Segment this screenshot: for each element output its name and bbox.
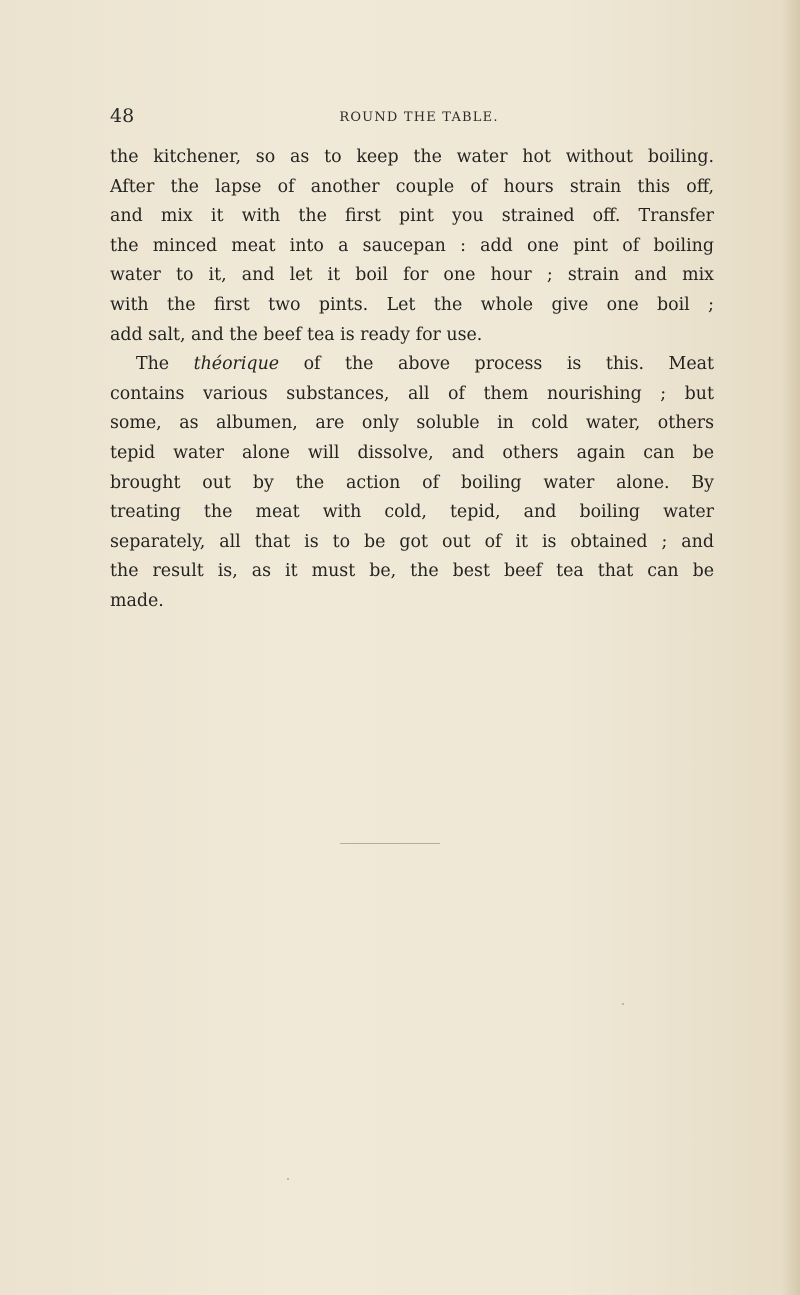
text-line-8 <box>110 350 714 380</box>
body-text <box>110 143 714 617</box>
text-line-4: the minced meat into a saucepan : add one pint of boiling <box>110 235 714 256</box>
text-line-2: After the lapse of another couple of hours strain this off, <box>110 176 714 197</box>
text-line-12: brought out by the action of boiling water alone. By <box>110 472 714 493</box>
text-line-14: separately, all that is to be got out of it is obtained ; and <box>110 531 714 552</box>
text-line-13: treating the meat with cold, tepid, and boiling water <box>110 502 714 523</box>
text-line-15: the result is, as it must be, the best beef tea that can be <box>110 561 714 582</box>
page-header <box>110 105 710 129</box>
paper-speck <box>287 1178 289 1180</box>
paragraph-start-word: The <box>136 354 170 375</box>
text-line-9: contains various substances, all of them nourishing ; but <box>110 383 714 404</box>
page-number: 48 <box>110 105 135 127</box>
text-line-10: some, as albumen, are only soluble in cold water, others <box>110 413 714 434</box>
faint-rule <box>340 843 440 844</box>
text-line-16: made. <box>110 590 164 611</box>
text-line-7: add salt, and the beef tea is ready for use. <box>110 324 483 345</box>
text-line-11: tepid water alone will dissolve, and others again can be <box>110 442 714 463</box>
text-line-3: and mix it with the first pint you strained off. Transfer <box>110 206 714 227</box>
running-head: ROUND THE TABLE. <box>339 110 499 125</box>
text-line-8-rest: of the above process is this. Meat <box>303 354 715 375</box>
page-edge-shadow <box>782 0 800 1295</box>
italic-term: théorique <box>193 354 280 375</box>
paper-speck <box>622 1003 624 1005</box>
text-line-6: with the first two pints. Let the whole give one boil ; <box>110 294 714 315</box>
text-line-1: the kitchener, so as to keep the water hot without boiling. <box>110 147 714 167</box>
text-line-5: water to it, and let it boil for one hour ; strain and mix <box>110 265 714 286</box>
